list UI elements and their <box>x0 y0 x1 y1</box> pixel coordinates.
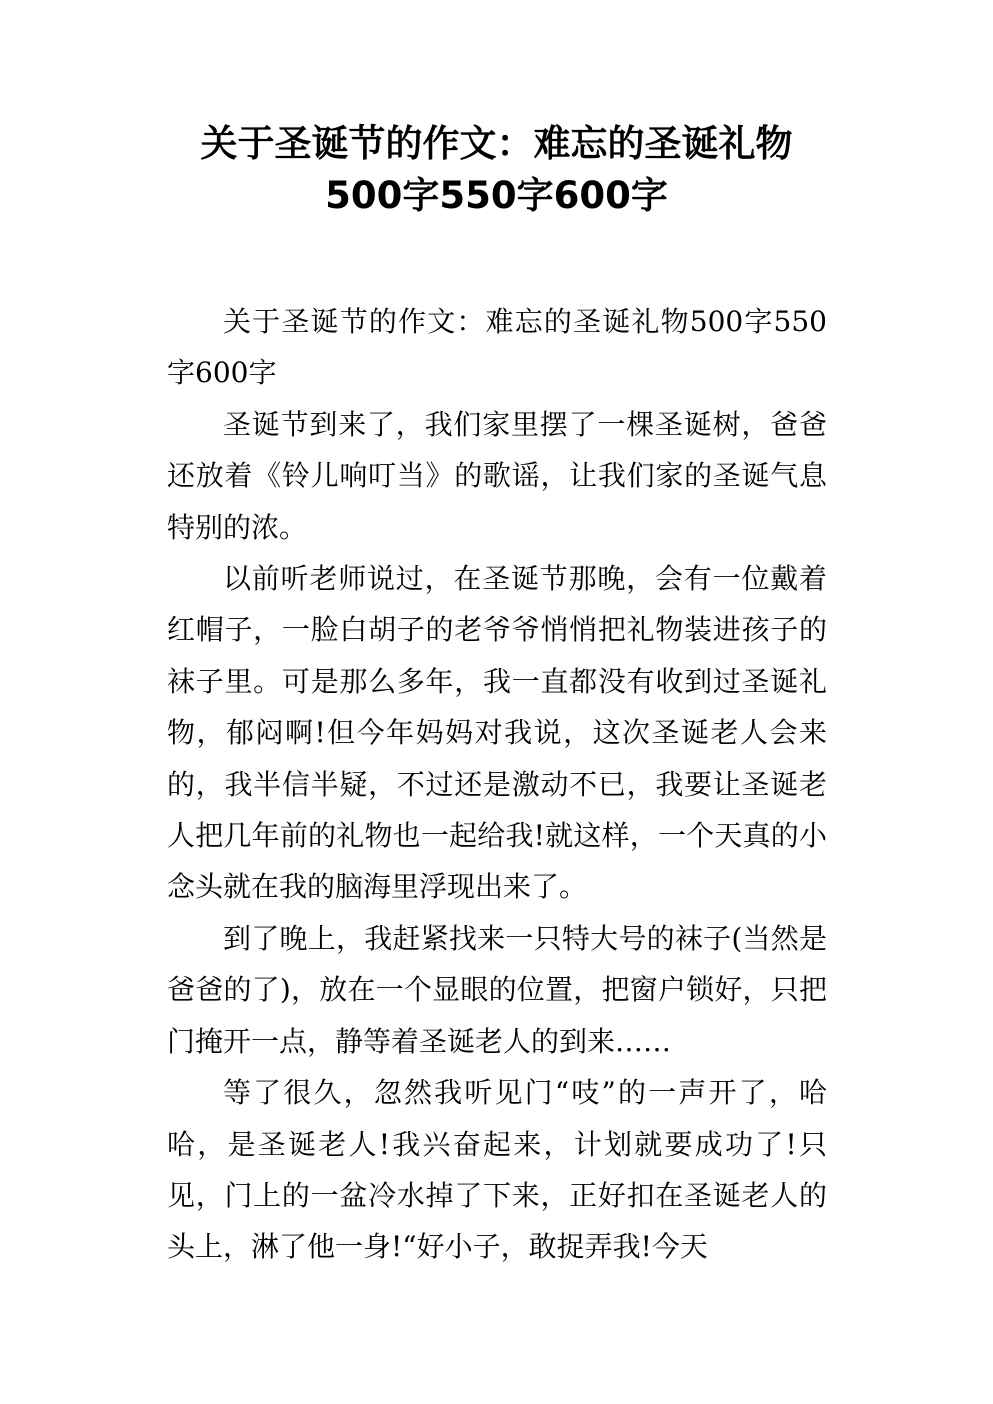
document-body <box>167 296 827 1273</box>
paragraph-teacher-story: 以前听老师说过，在圣诞节那晚，会有一位戴着红帽子，一脸白胡子的老爷爷悄悄把礼物装进孩子的袜子里。可是那么多年，我一直都没有收到过圣诞礼物，郁闷啊!但今年妈妈对我说，这次圣诞老人会来的，我半信半疑，不过还是激动不已，我要让圣诞老人把几年前的礼物也一起给我!就这样，一个天真的小念头就在我的脑海里浮现出来了。 <box>167 562 827 904</box>
paragraph-christmas-tree: 圣诞节到来了，我们家里摆了一棵圣诞树，爸爸还放着《铃儿响叮当》的歌谣，让我们家的圣诞气息特别的浓。 <box>167 407 827 544</box>
title-line-2: 500字550字600字 <box>325 174 668 217</box>
paragraph-intro: 关于圣诞节的作文：难忘的圣诞礼物500字550字600字 <box>167 305 827 390</box>
document-title <box>150 118 843 222</box>
paragraph-door-opens: 等了很久，忽然我听见门“吱”的一声开了，哈哈，是圣诞老人!我兴奋起来，计划就要成功了!只见，门上的一盆冷水掉了下来，正好扣在圣诞老人的头上，淋了他一身!“好小子，敢捉弄我!今天 <box>167 1076 827 1264</box>
title-line-1: 关于圣诞节的作文：难忘的圣诞礼物 <box>200 122 793 165</box>
paragraph-evening: 到了晚上，我赶紧找来一只特大号的袜子(当然是爸爸的了)，放在一个显眼的位置，把窗户锁好，只把门掩开一点，静等着圣诞老人的到来…… <box>167 921 827 1058</box>
